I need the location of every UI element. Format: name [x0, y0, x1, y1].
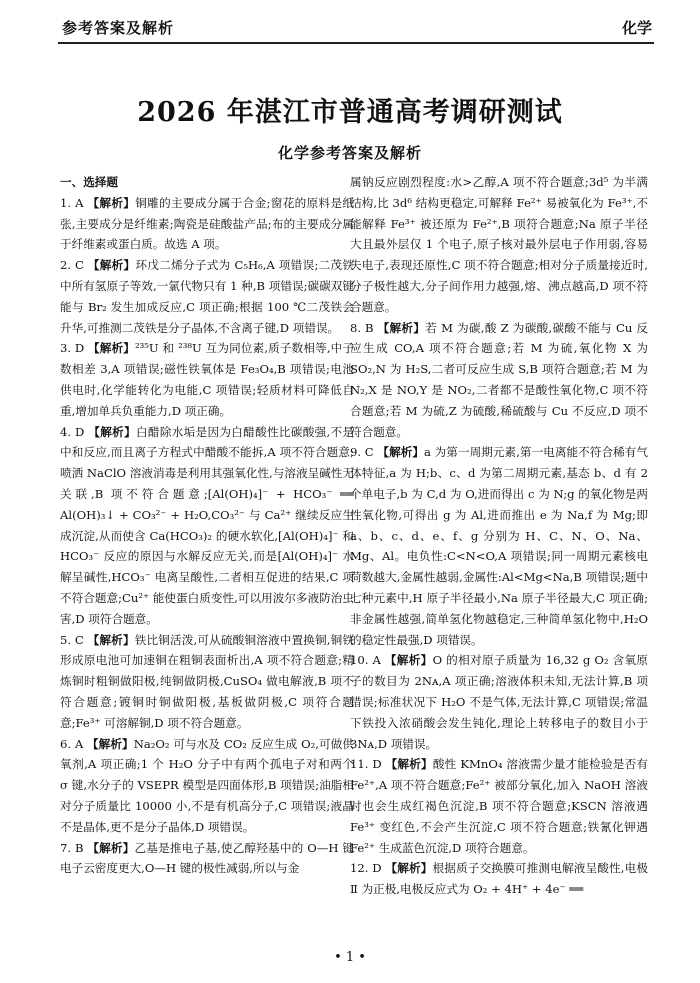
answer-number: 4. D — [60, 424, 85, 439]
answer-explanation: 铜雕的主要成分属于合金;窗花的原料是纸张,主要成分是纤维素;陶瓷是硅酸盐产品;布的主要成分属于纤维素或蛋白质。故选 A 项。 — [60, 195, 354, 252]
answer-item — [60, 193, 354, 255]
answer-item — [350, 318, 648, 443]
answer-item — [350, 754, 648, 858]
analysis-tag: 【解析】 — [377, 320, 426, 335]
analysis-tag: 【解析】 — [88, 424, 136, 439]
header-left: 参考答案及解析 — [62, 19, 175, 37]
answer-item — [60, 338, 354, 421]
answer-explanation: ²³⁵U 和 ²³⁸U 互为同位素,质子数相等,中子数相差 3,A 项错误;磁性铁氧体是 Fe₃O₄,B 项错误;电池供电时,化学能转化为电能,C 项错误;轻质材料可降低自重,增加单兵负重能力,D 项正确。 — [60, 341, 354, 418]
answer-explanation: 铁比铜活泼,可从硫酸铜溶液中置换铜,铜铁形成原电池可加速铜在粗铜表面析出,A 项不符合题意;精炼铜时粗铜做阳极,纯铜做阴极,CuSO₄ 做电解液,B 项不符合题意;镀铜时铜做阳极,基板做阴极,C 项符合题意;Fe³⁺ 可溶解铜,D 项不符合题意。 — [60, 632, 354, 730]
answer-number: 7. B — [60, 840, 84, 855]
answer-explanation: O 的相对原子质量为 16,32 g O₂ 含氧原子的数目为 2Nᴀ,A 项正确;溶液体积未知,无法计算,B 项错误;标准状况下 H₂O 不是气体,无法计算,C 项错误;常温下铁投入浓硝酸会发生钝化,理论上转移电子的数目小于 3Nᴀ,D 项错误。 — [350, 653, 648, 751]
analysis-tag: 【解析】 — [87, 195, 136, 210]
page-subtitle: 化学参考答案及解析 — [277, 144, 422, 162]
answer-item — [60, 255, 354, 338]
answer-number: 8. B — [350, 320, 374, 335]
analysis-tag: 【解析】 — [87, 840, 135, 855]
page-header — [0, 0, 700, 46]
answer-item — [60, 734, 354, 838]
answer-explanation: a 为第一周期元素,第一电离能不符合稀有气体特征,a 为 H;b、c、d 为第二周期元素,基态 b、d 有 2 个单电子,b 为 C,d 为 O,进而得出 c 为 N;g 的氧化物是两性氧化物,可得出 g 为 Al,进而推出 e 为 Na,f 为 Mg;即 a、b、c、d、e、f、g 分别为 H、C、N、O、Na、Mg、Al。电负性:C<N<O,A 项错误;同一周期元素核电荷数越大,金属性越弱,金属性:Al<Mg<Na,B 项错误;题中七种元素中,H 原子半径最小,Na 原子半径最大,C 项正确;非金属性越强,简单氢化物越稳定,三种简单氢化物中,H₂O 的稳定性最强,D 项错误。 — [350, 445, 648, 647]
analysis-tag: 【解析】 — [88, 341, 135, 356]
answer-item — [60, 630, 354, 734]
analysis-tag: 【解析】 — [385, 757, 433, 772]
answer-number: 5. C — [60, 632, 84, 647]
answer-number: 12. D — [350, 861, 382, 876]
answer-number: 2. C — [60, 258, 84, 273]
right-column — [350, 172, 648, 900]
answer-item — [350, 650, 648, 754]
analysis-tag: 【解析】 — [87, 736, 134, 751]
answer-explanation: Na₂O₂ 可与水及 CO₂ 反应生成 O₂,可做供氧剂,A 项正确;1 个 H₂O 分子中有两个孤电子对和两个 σ 键,水分子的 VSEPR 模型是四面体形,B 项错误;油脂相对分子质量比 10000 小,不是有机高分子,C 项错误;液晶不是晶体,更不是分子晶体,D 项错误。 — [60, 736, 354, 834]
analysis-tag: 【解析】 — [384, 653, 433, 668]
answer-number: 6. A — [60, 736, 84, 751]
answer-item — [60, 838, 354, 880]
section-heading: 一、选择题 — [60, 175, 118, 189]
analysis-tag: 【解析】 — [87, 632, 135, 647]
answer-explanation: 乙基是推电子基,使乙醇羟基中的 O—H 键电子云密度更大,O—H 键的极性减弱,所以与金 — [60, 840, 354, 876]
page-title: 2026 年湛江市普通高考调研测试 — [137, 97, 563, 128]
answer-number: 9. C — [350, 445, 374, 460]
answer-number: 1. A — [60, 195, 84, 210]
answer-number: 11. D — [350, 757, 382, 772]
analysis-tag: 【解析】 — [385, 861, 433, 876]
answer-item — [350, 442, 648, 650]
header-rule — [58, 42, 654, 44]
analysis-tag: 【解析】 — [377, 445, 425, 460]
answer-item — [350, 858, 648, 900]
answer-number: 10. A — [350, 653, 381, 668]
answer-explanation: 根据质子交换膜可推测电解液呈酸性,电极 Ⅱ 为正极,电极反应式为 O₂ + 4H⁺ + 4e⁻ ══ — [350, 861, 648, 897]
analysis-tag: 【解析】 — [87, 258, 136, 273]
continued-text: 属钠反应剧烈程度:水>乙醇,A 项不符合题意;3d⁵ 为半满结构,比 3d⁶ 结构更稳定,可解释 Fe²⁺ 易被氧化为 Fe³⁺,不能解释 Fe³⁺ 被还原为 Fe²⁺,B 项符合题意;Na 原子半径大且最外层仅 1 个电子,原子核对最外层电子作用弱,容易失电子,表现还原性,C 项不符合题意;相对分子质量接近时,分子极性越大,分子间作用力越强,熔、沸点越高,D 项不符合题意。 — [350, 175, 648, 314]
page-number: • 1 • — [334, 950, 366, 965]
answer-explanation: 若 M 为碳,酸 Z 为碳酸,碳酸不能与 Cu 反应生成 CO,A 项不符合题意;若 M 为硫,氧化物 X 为 SO₂,N 为 H₂S,二者可反应生成 S,B 项符合题意;若 M 为 N₂,X 是 NO,Y 是 NO₂,二者都不是酸性氧化物,C 项不符合题意;若 M 为硫,Z 为硫酸,稀硫酸与 Cu 不反应,D 项不符合题意。 — [350, 320, 648, 439]
left-column — [60, 172, 354, 879]
answer-explanation: 酸性 KMnO₄ 溶液需少量才能检验是否有 Fe²⁺,A 项不符合题意;Fe²⁺ 被部分氧化,加入 NaOH 溶液时也会生成红褐色沉淀,B 项不符合题意;KSCN 溶液遇 Fe³⁺ 变红色,不会产生沉淀,C 项不符合题意;铁氰化钾遇 Fe²⁺ 生成蓝色沉淀,D 项符合题意。 — [350, 757, 648, 855]
answer-explanation: 白醋除水垢是因为白醋酸性比碳酸强,不是中和反应,而且离子方程式中醋酸不能拆,A 项不符合题意;喷洒 NaClO 溶液消毒是利用其强氧化性,与溶液呈碱性无关联,B 项不符合题意;[Al(OH)₄]⁻ + HCO₃⁻ ══ Al(OH)₃↓ + CO₃²⁻ + H₂O,CO₃²⁻ 与 Ca²⁺ 继续反应生成沉淀,从而使含 Ca(HCO₃)₂ 的硬水软化,[Al(OH)₄]⁻ 和 HCO₃⁻ 反应的原因与水解反应无关,而是[Al(OH)₄]⁻ 水解呈碱性,HCO₃⁻ 电离呈酸性,二者相互促进的结果,C 项不符合题意;Cu²⁺ 能使蛋白质变性,可以用波尔多液防治虫害,D 项符合题意。 — [60, 424, 354, 626]
answer-explanation: 环戊二烯分子式为 C₅H₆,A 项错误;二茂铁中所有氢原子等效,一氯代物只有 1 种,B 项错误;碳碳双键能与 Br₂ 发生加成反应,C 项正确;根据 100 ℃二茂铁会升华,可推测二茂铁是分子晶体,不含离子键,D 项错误。 — [60, 258, 355, 335]
answer-item — [60, 422, 354, 630]
answer-number: 3. D — [60, 341, 85, 356]
header-subject: 化学 — [621, 19, 652, 37]
